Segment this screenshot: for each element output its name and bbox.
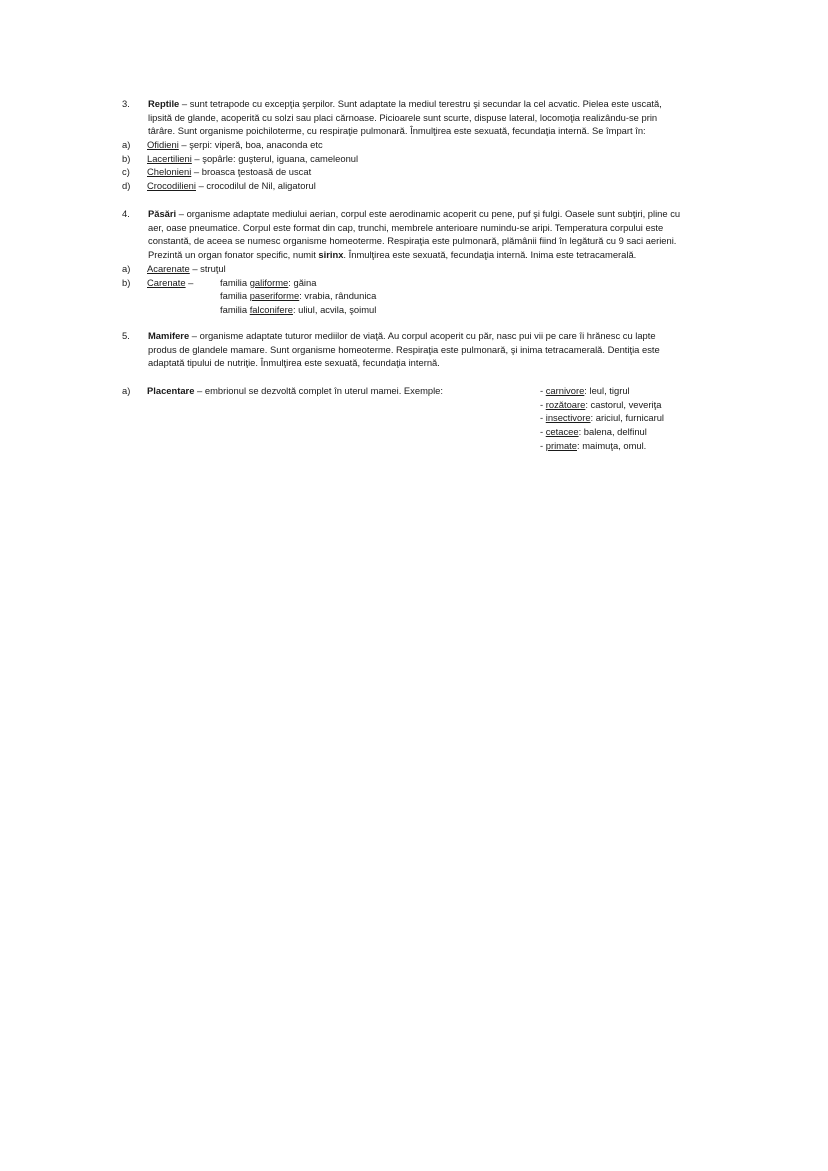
section-number: 5. [122, 330, 130, 341]
section-title: Mamifere [148, 330, 190, 341]
paragraph-line: organisme adaptate tuturor mediilor de viaţă. Au corpul acoperit cu păr, nasc pui vii pe care îi hrănesc cu lapte [199, 330, 656, 341]
dash: – [179, 98, 190, 109]
paragraph-line: aer, oase pneumatice. Corpul este format din cap, trunchi, membrele anterioare numindu-se aripi. Temperatura corpului este [148, 221, 664, 233]
list-letter: a) [122, 139, 131, 151]
term: galiforme [249, 276, 289, 288]
text: : balena, delfinul [578, 426, 647, 438]
section-title: Reptile [148, 98, 180, 109]
example-item [540, 425, 664, 439]
bullet: - [540, 439, 546, 451]
text: : vrabia, rândunica [299, 290, 377, 302]
bold-term: sirinx [318, 249, 344, 261]
term: paseriforme [249, 290, 300, 302]
list-letter: b) [122, 276, 131, 288]
section-number: 4. [122, 208, 130, 219]
example-item [540, 384, 664, 398]
bullet: - [540, 398, 546, 410]
list-letter: a) [122, 384, 131, 396]
term: Placentare [147, 384, 195, 396]
term-description: – şerpi: viperă, boa, anaconda etc [178, 139, 323, 151]
text: Prezintă un organ fonator specific, numit [148, 249, 319, 261]
section-paragraph [148, 97, 732, 138]
term: Ofidieni [147, 139, 179, 151]
list-item [96, 262, 732, 276]
paragraph-line [148, 248, 732, 262]
term: Carenate [147, 276, 186, 288]
list-letter: b) [122, 152, 131, 164]
list-letter: d) [122, 180, 131, 192]
text: : uliul, acvila, şoimul [292, 303, 377, 315]
term-description: – [185, 276, 194, 288]
list-item [96, 165, 732, 179]
text: : leul, tigrul [584, 385, 630, 396]
list-letter: c) [122, 166, 130, 178]
term: primate [545, 439, 577, 451]
term-description: – embrionul se dezvoltă complet în uterul mamei. Exemple: [194, 384, 443, 396]
list-letter: a) [122, 262, 131, 274]
term: cetacee [545, 426, 579, 438]
term-description: – broasca ţestoasă de uscat [191, 166, 312, 178]
text: familia [220, 276, 250, 288]
example-item [540, 398, 664, 412]
section-pasari [122, 207, 732, 315]
term-description: – struţul [189, 262, 226, 274]
section-paragraph [148, 207, 732, 262]
text: : castorul, veveriţa [585, 398, 662, 410]
section-title: Păsări [148, 208, 177, 219]
family-item [220, 303, 376, 317]
term: carnivore [545, 385, 585, 396]
term: falconifere [249, 303, 293, 315]
text: : maimuţa, omul. [577, 439, 647, 451]
family-item [220, 289, 376, 303]
term: Lacertilieni [147, 152, 192, 164]
text: : ariciul, furnicarul [590, 412, 665, 424]
list-item [96, 276, 732, 315]
term: rozătoare [545, 398, 586, 410]
text: . Înmulţirea este sexuată, fecundaţia internă. Inima este tetracamerală. [343, 249, 637, 261]
term-description: – şopârle: guşterul, iguana, cameleonul [191, 152, 359, 164]
text: : găina [288, 276, 317, 288]
example-item [540, 411, 664, 425]
dash: – [176, 208, 187, 219]
list-item [96, 152, 732, 166]
section-number: 3. [122, 98, 130, 109]
text: familia [220, 290, 250, 302]
paragraph-line: constantă, de aceea se numesc organisme homeoterme. Respiraţia este pulmonară, plămânii fiind în legătură cu 9 saci aerieni. [148, 235, 677, 247]
bullet: - [540, 426, 546, 438]
paragraph-line: târâre. Sunt organisme poichiloterme, cu respiraţie pulmonară. Înmulţirea este sexuată, fecundaţia internă. Se împart în: [148, 125, 646, 137]
term: Acarenate [147, 262, 190, 274]
dash: – [189, 330, 200, 341]
section-reptile [122, 97, 732, 193]
list-item [96, 138, 732, 152]
term: insectivore [545, 412, 591, 424]
term: Crocodilieni [147, 180, 196, 192]
example-item [540, 439, 664, 453]
bullet: - [540, 412, 546, 424]
paragraph-line: lipsită de glande, acoperită cu solzi sau placi cărnoase. Picioarele sunt scurte, dispuse lateral, locomoţia realizându-se prin [148, 111, 658, 123]
paragraph-line: produs de glandele mamare. Sunt organisme homeoterme. Respiraţia este pulmonară, şi inima tetracamerală. Dentiţia este [148, 343, 660, 355]
term-description: – crocodilul de Nil, aligatorul [195, 180, 316, 192]
bullet: - [540, 385, 546, 396]
paragraph-line: organisme adaptate mediului aerian, corpul este aerodinamic acoperit cu pene, puf şi fulgi. Oasele sunt subţiri, pline cu [186, 208, 681, 219]
paragraph-line: adaptată tipului de nutriţie. Înmulţirea este sexuată, fecundaţia internă. [148, 357, 440, 369]
text: familia [220, 303, 250, 315]
paragraph-line: sunt tetrapode cu excepţia şerpilor. Sunt adaptate la mediul terestru şi secundar la cel acvatic. Pielea este uscată, [189, 98, 662, 109]
examples-list [540, 384, 664, 452]
section-paragraph [148, 329, 732, 370]
family-item [220, 276, 316, 290]
term: Chelonieni [147, 166, 192, 178]
list-item [96, 179, 732, 193]
